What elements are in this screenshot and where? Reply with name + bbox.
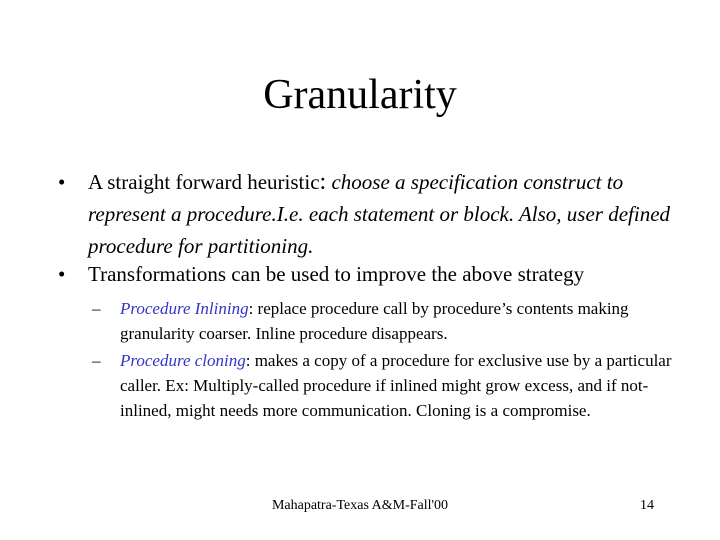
sub-bullet-marker: – — [92, 351, 101, 370]
bullet-item — [58, 166, 688, 262]
sub-bullet-term: Procedure cloning — [120, 351, 246, 370]
sub-bullet-term: Procedure Inlining — [120, 299, 249, 318]
bullet-item — [58, 258, 688, 290]
slide-title: Granularity — [263, 72, 457, 118]
bullet-marker: • — [58, 262, 66, 286]
bullet-colon: : — [319, 169, 327, 195]
bullet-italic-text: choose a specification construct to represent a procedure.I.e. each statement or block. Also, user defined procedure for partitioning. — [88, 170, 671, 258]
sub-bullet-marker: – — [92, 299, 101, 318]
bullet-lead-text: A straight forward heuristic — [88, 170, 320, 194]
sub-bullet-text: : makes a copy of a procedure for exclusive use by a particular caller. Ex: Multiply-called procedure if inlined might grow excess, and if not-inlined, might needs more communication. Cloning is a compromise. — [120, 351, 672, 420]
bullet-text: Transformations can be used to improve the above strategy — [88, 262, 585, 286]
bullet-marker: • — [58, 170, 66, 194]
sub-bullet-text: : replace procedure call by procedure’s contents making granularity coarser. Inline procedure disappears. — [120, 299, 629, 343]
sub-bullet-item — [92, 348, 680, 423]
page-number: 14 — [640, 498, 654, 513]
sub-bullet-item — [92, 296, 680, 346]
footer-text: Mahapatra-Texas A&M-Fall'00 — [271, 498, 449, 513]
